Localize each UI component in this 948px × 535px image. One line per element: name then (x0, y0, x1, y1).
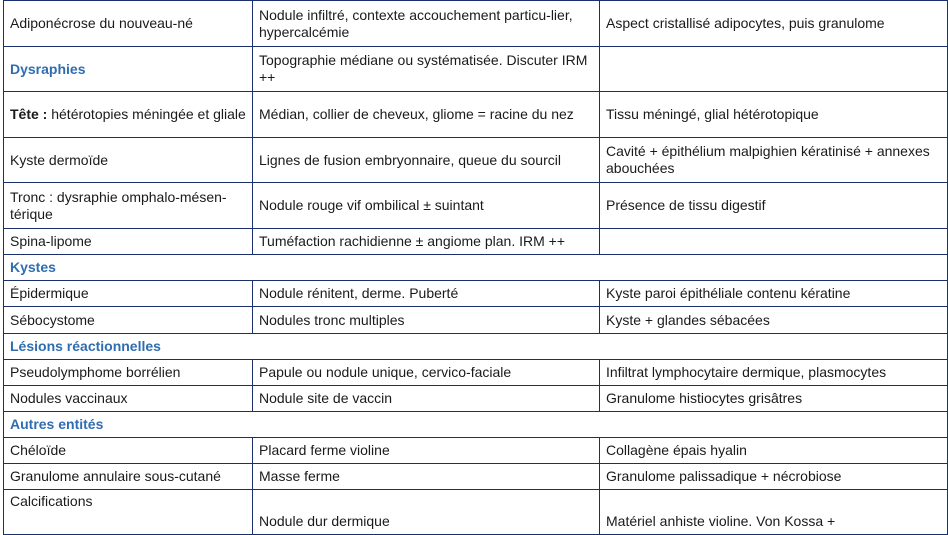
entity-cell: Tronc : dysraphie omphalo-mésen-térique (4, 183, 253, 229)
histology-cell: Matériel anhiste violine. Von Kossa + (600, 490, 948, 535)
section-title: Lésions réactionnelles (4, 334, 948, 360)
histology-cell: Granulome palissadique + nécrobiose (600, 464, 948, 490)
section-title: Kystes (4, 255, 948, 281)
histology-cell: Kyste + glandes sébacées (600, 307, 948, 334)
clinical-cell: Nodule infiltré, contexte accouchement particu-lier, hypercalcémie (253, 1, 600, 47)
section-title: Autres entités (4, 412, 948, 438)
clinical-cell: Nodule site de vaccin (253, 386, 600, 412)
table-row (4, 360, 948, 386)
entity-cell: Sébocystome (4, 307, 253, 334)
table-row (4, 281, 948, 307)
table-row (4, 229, 948, 255)
section-row (4, 47, 948, 92)
entity-cell: Spina-lipome (4, 229, 253, 255)
entity-cell: Calcifications (4, 490, 253, 535)
entity-cell (4, 92, 253, 138)
table-row (4, 1, 948, 47)
clinical-cell: Nodule rénitent, derme. Puberté (253, 281, 600, 307)
entity-cell: Kyste dermoïde (4, 138, 253, 183)
table-row (4, 307, 948, 334)
histology-cell: Cavité + épithélium malpighien kératinisé + annexes abouchées (600, 138, 948, 183)
entity-cell: Pseudolymphome borrélien (4, 360, 253, 386)
entity-cell: Granulome annulaire sous-cutané (4, 464, 253, 490)
entity-cell: Nodules vaccinaux (4, 386, 253, 412)
section-row (4, 334, 948, 360)
table-row (4, 464, 948, 490)
clinical-cell: Topographie médiane ou systématisée. Discuter IRM ++ (253, 47, 600, 92)
entity-lead: Tête : (10, 106, 48, 122)
histology-cell: Kyste paroi épithéliale contenu kératine (600, 281, 948, 307)
clinical-cell: Placard ferme violine (253, 438, 600, 464)
clinical-cell: Tuméfaction rachidienne ± angiome plan. IRM ++ (253, 229, 600, 255)
entity-cell: Épidermique (4, 281, 253, 307)
clinical-cell: Médian, collier de cheveux, gliome = racine du nez (253, 92, 600, 138)
table-row (4, 138, 948, 183)
section-row (4, 412, 948, 438)
table-row (4, 92, 948, 138)
entity-rest: hétérotopies méningée et gliale (47, 106, 246, 122)
clinical-cell: Masse ferme (253, 464, 600, 490)
histology-cell (600, 47, 948, 92)
table-row (4, 183, 948, 229)
histology-cell: Infiltrat lymphocytaire dermique, plasmocytes (600, 360, 948, 386)
clinical-cell: Lignes de fusion embryonnaire, queue du sourcil (253, 138, 600, 183)
histology-cell: Aspect cristallisé adipocytes, puis granulome (600, 1, 948, 47)
table-row (4, 490, 948, 535)
table-row (4, 438, 948, 464)
histology-cell: Collagène épais hyalin (600, 438, 948, 464)
section-row (4, 255, 948, 281)
clinical-cell: Papule ou nodule unique, cervico-faciale (253, 360, 600, 386)
section-title: Dysraphies (4, 47, 253, 92)
clinical-cell: Nodule rouge vif ombilical ± suintant (253, 183, 600, 229)
lesion-table (3, 0, 948, 535)
clinical-cell: Nodule dur dermique (253, 490, 600, 535)
histology-cell: Granulome histiocytes grisâtres (600, 386, 948, 412)
histology-cell: Tissu méningé, glial hétérotopique (600, 92, 948, 138)
table-row (4, 386, 948, 412)
histology-cell (600, 229, 948, 255)
clinical-cell: Nodules tronc multiples (253, 307, 600, 334)
histology-cell: Présence de tissu digestif (600, 183, 948, 229)
entity-cell: Chéloïde (4, 438, 253, 464)
entity-cell: Adiponécrose du nouveau-né (4, 1, 253, 47)
